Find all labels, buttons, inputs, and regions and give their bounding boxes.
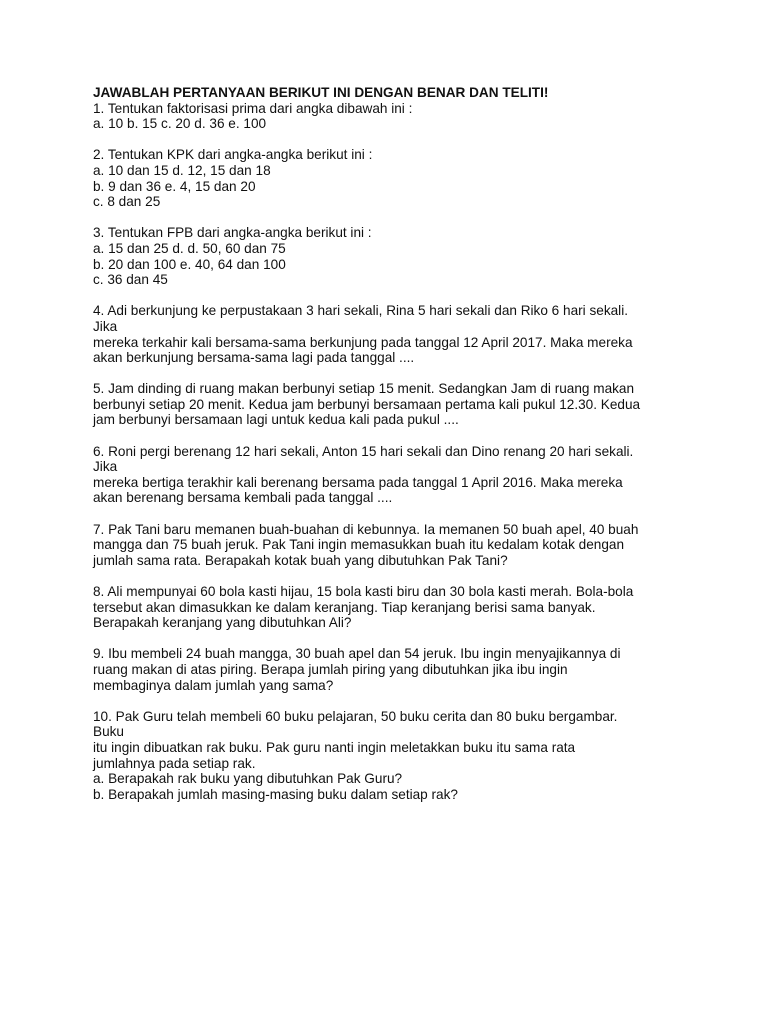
question-text-line: 9. Ibu membeli 24 buah mangga, 30 buah apel dan 54 jeruk. Ibu ingin menyajikannya di — [93, 646, 621, 662]
question-block-10 — [93, 709, 673, 803]
question-text-line: 7. Pak Tani baru memanen buah-buahan di kebunnya. Ia memanen 50 buah apel, 40 buah — [93, 521, 639, 537]
question-text-line: a. 10 dan 15 d. 12, 15 dan 18 — [93, 162, 271, 178]
paragraph-gap — [93, 428, 673, 444]
question-text-line: Berapakah keranjang yang dibutuhkan Ali? — [93, 615, 352, 631]
paragraph-gap — [93, 132, 673, 148]
question-text-line: 8. Ali mempunyai 60 bola kasti hijau, 15 bola kasti biru dan 30 bola kasti merah. Bola-bola — [93, 584, 634, 599]
question-block-8 — [93, 584, 673, 631]
question-text-line: c. 8 dan 25 — [93, 194, 161, 210]
question-list — [93, 101, 673, 803]
document-title: JAWABLAH PERTANYAAN BERIKUT INI DENGAN BENAR DAN TELITI! — [93, 85, 549, 100]
question-text-line: itu ingin dibuatkan rak buku. Pak guru nanti ingin meletakkan buku itu sama rata — [93, 739, 576, 755]
question-text-line: ruang makan di atas piring. Berapa jumlah piring yang dibutuhkan jika ibu ingin — [93, 661, 568, 677]
question-text-line: b. 9 dan 36 e. 4, 15 dan 20 — [93, 178, 256, 194]
question-text-line: mangga dan 75 buah jeruk. Pak Tani ingin memasukkan buah itu kedalam kotak dengan — [93, 537, 625, 553]
question-text-line: 5. Jam dinding di ruang makan berbunyi setiap 15 menit. Sedangkan Jam di ruang makan — [93, 381, 635, 397]
question-text-line: 3. Tentukan FPB dari angka-angka berikut ini : — [93, 225, 372, 241]
paragraph-gap — [93, 506, 673, 522]
question-text-line: 6. Roni pergi berenang 12 hari sekali, Anton 15 hari sekali dan Dino renang 20 hari sekali. — [93, 443, 634, 459]
paragraph-gap — [93, 288, 673, 304]
document-content — [93, 85, 673, 802]
paragraph-gap — [93, 568, 673, 584]
question-text-line: jumlah sama rata. Berapakah kotak buah yang dibutuhkan Pak Tani? — [93, 552, 508, 568]
question-block-1 — [93, 101, 673, 132]
question-text-line: akan berenang bersama kembali pada tanggal .... — [93, 490, 393, 506]
question-text-line: jumlahnya pada setiap rak. — [93, 755, 256, 771]
question-block-9 — [93, 646, 673, 693]
question-text-line: a. 10 b. 15 c. 20 d. 36 e. 100 — [93, 116, 267, 132]
question-text-line: membaginya dalam jumlah yang sama? — [93, 677, 334, 693]
question-block-4 — [93, 303, 673, 365]
question-block-6 — [93, 444, 673, 506]
question-text-line: mereka bertiga terakhir kali berenang bersama pada tanggal 1 April 2016. Maka mereka — [93, 474, 623, 490]
question-text-line: c. 36 dan 45 — [93, 272, 168, 288]
question-text-line: Jika — [93, 318, 118, 334]
question-block-7 — [93, 522, 673, 569]
question-text-line: Buku — [93, 724, 124, 740]
question-text-line: a. Berapakah rak buku yang dibutuhkan Pak Guru? — [93, 771, 403, 787]
question-block-5 — [93, 381, 673, 428]
question-text-line: a. 15 dan 25 d. d. 50, 60 dan 75 — [93, 240, 286, 256]
question-text-line: akan berkunjung bersama-sama lagi pada tanggal .... — [93, 350, 415, 366]
question-text-line: 10. Pak Guru telah membeli 60 buku pelajaran, 50 buku cerita dan 80 buku bergambar. — [93, 708, 618, 724]
question-text-line: 4. Adi berkunjung ke perpustakaan 3 hari sekali, Rina 5 hari sekali dan Riko 6 hari sekali. — [93, 303, 628, 319]
question-block-3 — [93, 225, 673, 287]
paragraph-gap — [93, 693, 673, 709]
question-text-line: b. Berapakah jumlah masing-masing buku dalam setiap rak? — [93, 786, 458, 802]
question-text-line: jam berbunyi bersamaan lagi untuk kedua kali pada pukul .... — [93, 412, 459, 428]
question-text-line: 2. Tentukan KPK dari angka-angka berikut ini : — [93, 147, 373, 163]
paragraph-gap — [93, 210, 673, 226]
question-text-line: berbunyi setiap 20 menit. Kedua jam berbunyi bersamaan pertama kali pukul 12.30. Kedua — [93, 396, 641, 412]
paragraph-gap — [93, 631, 673, 647]
question-text-line: mereka terkahir kali bersama-sama berkunjung pada tanggal 12 April 2017. Maka mereka — [93, 334, 633, 350]
question-text-line: 1. Tentukan faktorisasi prima dari angka dibawah ini : — [93, 100, 413, 116]
question-block-2 — [93, 147, 673, 209]
question-text-line: b. 20 dan 100 e. 40, 64 dan 100 — [93, 256, 286, 272]
question-text-line: Jika — [93, 459, 118, 475]
question-text-line: tersebut akan dimasukkan ke dalam keranjang. Tiap keranjang berisi sama banyak. — [93, 599, 596, 615]
paragraph-gap — [93, 366, 673, 382]
